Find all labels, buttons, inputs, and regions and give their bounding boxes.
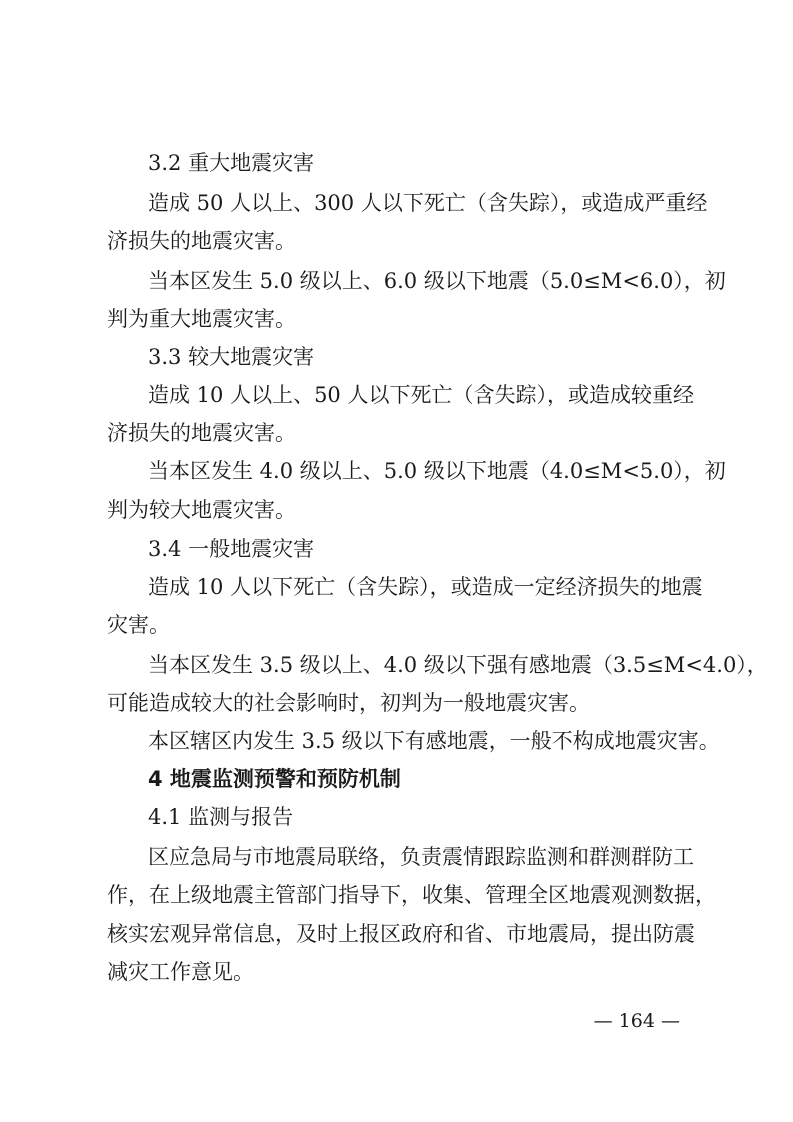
paragraph-line: 本区辖区内发生 3.5 级以下有感地震，一般不构成地震灾害。: [148, 729, 720, 753]
paragraph-line: 当本区发生 3.5 级以上、4.0 级以下强有感地震（3.5≤M<4.0），: [148, 653, 768, 677]
chapter-heading-4: 4 地震监测预警和预防机制: [148, 767, 401, 791]
paragraph-line: 作，在上级地震主管部门指导下，收集、管理全区地震观测数据，: [107, 883, 716, 907]
paragraph-line: 可能造成较大的社会影响时，初判为一般地震灾害。: [107, 691, 590, 715]
paragraph-line: 造成 10 人以下死亡（含失踪），或造成一定经济损失的地震: [148, 575, 703, 599]
paragraph-line: 灾害。: [107, 613, 170, 637]
paragraph-line: 当本区发生 4.0 级以上、5.0 级以下地震（4.0≤M<5.0），初: [148, 459, 726, 483]
paragraph-line: 核实宏观异常信息，及时上报区政府和省、市地震局，提出防震: [107, 922, 695, 946]
paragraph-line: 判为重大地震灾害。: [107, 307, 296, 331]
section-heading-3-2: 3.2 重大地震灾害: [148, 151, 315, 175]
section-heading-3-4: 3.4 一般地震灾害: [148, 537, 315, 561]
paragraph-line: 济损失的地震灾害。: [107, 421, 296, 445]
paragraph-line: 造成 10 人以上、50 人以下死亡（含失踪），或造成较重经: [148, 383, 694, 407]
paragraph-line: 当本区发生 5.0 级以上、6.0 级以下地震（5.0≤M<6.0），初: [148, 269, 726, 293]
paragraph-line: 济损失的地震灾害。: [107, 229, 296, 253]
section-heading-4-1: 4.1 监测与报告: [148, 805, 294, 829]
paragraph-line: 判为较大地震灾害。: [107, 498, 296, 522]
paragraph-line: 减灾工作意见。: [107, 960, 254, 984]
section-heading-3-3: 3.3 较大地震灾害: [148, 345, 315, 369]
paragraph-line: 区应急局与市地震局联络，负责震情跟踪监测和群测群防工: [148, 845, 694, 869]
page-number: — 164 —: [593, 1010, 680, 1032]
paragraph-line: 造成 50 人以上、300 人以下死亡（含失踪），或造成严重经: [148, 191, 708, 215]
